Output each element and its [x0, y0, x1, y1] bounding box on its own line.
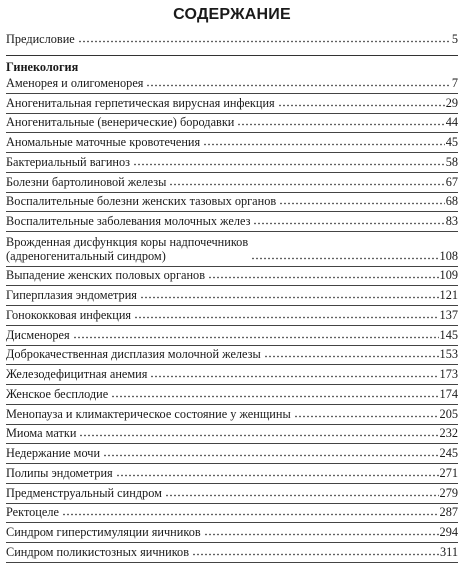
leader-dots: [116, 474, 439, 477]
leader-dots: [103, 454, 438, 457]
leader-dots: [73, 336, 439, 339]
leader-dots: [150, 375, 438, 378]
toc-entry[interactable]: [6, 328, 458, 345]
toc-entry-label: Болезни бартолиновой железы: [6, 174, 167, 189]
toc-entry-label: Железодефицитная анемия: [6, 367, 148, 382]
leader-dots: [237, 123, 444, 126]
toc-entry-label: Менопауза и климактерическое состояние у женщины: [6, 406, 291, 421]
leader-dots: [111, 395, 438, 398]
toc-entry-label: Аменорея и олигоменорея: [6, 75, 144, 90]
leader-dots: [203, 143, 445, 146]
toc-row: [6, 346, 458, 366]
toc-entry-page: 45: [445, 135, 458, 149]
leader-dots: [165, 494, 439, 497]
toc-entry[interactable]: [6, 214, 458, 231]
toc-entry-page: 108: [439, 248, 458, 263]
toc-entry[interactable]: [6, 96, 458, 113]
toc-entry-page: 5: [451, 32, 458, 46]
toc-entry-label: Недержание мочи: [6, 446, 101, 461]
toc-entry[interactable]: [6, 545, 458, 562]
toc-entry[interactable]: [6, 155, 458, 172]
toc-entry-page: 153: [439, 347, 458, 362]
toc-entry-label: Воспалительные болезни женских тазовых органов: [6, 194, 277, 209]
toc-entry-page: 29: [445, 95, 458, 110]
toc-entry-label: Ректоцеле: [6, 505, 59, 520]
toc-entry-page: 245: [439, 446, 458, 461]
toc-entry-page: 58: [445, 154, 458, 169]
toc-entry[interactable]: [6, 525, 458, 542]
toc-entry[interactable]: [6, 235, 458, 266]
leader-dots: [204, 533, 439, 536]
toc-entry[interactable]: [6, 268, 458, 285]
toc-entry-label-line: (адреногенитальный синдром): [6, 248, 166, 263]
toc-row: [6, 464, 458, 484]
toc-row: [6, 133, 458, 153]
toc-row: [6, 267, 458, 287]
toc-entry-label: Синдром гиперстимуляции яичников: [6, 525, 201, 540]
toc-entry-preface[interactable]: [6, 32, 458, 46]
leader-dots: [78, 40, 451, 43]
toc-entry-label: Миома матки: [6, 426, 77, 441]
toc-entry[interactable]: [6, 135, 458, 152]
toc-entry-label: Воспалительные заболевания молочных желез: [6, 214, 251, 228]
toc-row: [6, 232, 458, 267]
toc-row: [6, 326, 458, 346]
toc-row: [6, 444, 458, 464]
toc-entry-label: Дисменорея: [6, 327, 70, 342]
leader-dots: [192, 553, 439, 556]
toc-entry[interactable]: [6, 76, 458, 93]
toc-row: [6, 484, 458, 504]
leader-dots: [140, 296, 439, 299]
toc-row: [6, 543, 458, 563]
toc-entry-label: Аногенитальные (венерические) бородавки: [6, 115, 235, 130]
section-divider: [6, 55, 458, 56]
toc-entry-label: Гиперплазия эндометрия: [6, 288, 137, 303]
leader-dots: [79, 434, 438, 437]
toc-row: [6, 173, 458, 193]
toc-entry-page: 137: [439, 307, 458, 322]
toc-entry-page: 174: [439, 386, 458, 401]
toc-entry-label: Полипы эндометрия: [6, 465, 113, 480]
leader-dots: [62, 513, 439, 516]
toc-row: [6, 425, 458, 445]
toc-row: [6, 212, 458, 232]
toc-entry-label-line: Врожденная дисфункция коры надпочечников: [6, 234, 249, 249]
toc-entry[interactable]: [6, 308, 458, 325]
toc-entry-page: 109: [439, 268, 458, 283]
leader-dots: [208, 276, 439, 279]
toc-entry-label: Аномальные маточные кровотечения: [6, 135, 201, 149]
toc-entry[interactable]: [6, 486, 458, 503]
toc-row: [6, 193, 458, 213]
toc-entry-page: 173: [439, 367, 458, 382]
toc-row: [6, 405, 458, 425]
toc-entry[interactable]: [6, 194, 458, 211]
toc-entry-page: 68: [445, 194, 458, 209]
toc-entry-page: 121: [439, 288, 458, 303]
toc-row: [6, 286, 458, 306]
toc-entry[interactable]: [6, 407, 458, 424]
toc-entry-page: 294: [439, 525, 458, 540]
section-heading: Гинекология: [6, 60, 79, 74]
toc-entry-label: Синдром поликистозных яичников: [6, 544, 190, 559]
toc-row: [6, 94, 458, 114]
toc-entry-page: 271: [439, 465, 458, 480]
leader-dots: [278, 104, 445, 107]
leader-dots: [264, 355, 439, 358]
toc-entry-label: Бактериальный вагиноз: [6, 154, 131, 169]
toc-entry-page: 145: [439, 327, 458, 342]
toc-entry[interactable]: [6, 347, 458, 364]
leader-dots: [134, 316, 438, 319]
toc-list: [6, 74, 458, 563]
toc-entry-page: 83: [445, 214, 458, 228]
toc-entry[interactable]: [6, 115, 458, 132]
toc-entry-label: Женское бесплодие: [6, 386, 109, 401]
toc-entry[interactable]: [6, 446, 458, 463]
toc-entry-page: 44: [445, 115, 458, 130]
leader-dots: [146, 84, 450, 87]
toc-entry-page: 279: [439, 485, 458, 500]
toc-entry-label: Предисловие: [6, 32, 75, 46]
toc-row: [6, 114, 458, 134]
toc-entry-page: 232: [439, 426, 458, 441]
toc-row: [6, 365, 458, 385]
toc-entry-label: Гонококковая инфекция: [6, 307, 132, 322]
toc-entry-page: 311: [440, 544, 458, 559]
leader-dots: [294, 415, 439, 418]
toc-row: [6, 504, 458, 524]
toc-entry[interactable]: [6, 288, 458, 305]
toc-entry-label: Доброкачественная дисплазия молочной железы: [6, 347, 261, 362]
page-title: СОДЕРЖАНИЕ: [173, 6, 291, 23]
toc-row: [6, 74, 458, 94]
toc-entry-page: 205: [439, 406, 458, 421]
leader-dots: [133, 163, 445, 166]
leader-dots: [253, 222, 444, 225]
toc-entry[interactable]: [6, 367, 458, 384]
toc-entry-label: [6, 235, 248, 263]
leader-dots: [169, 183, 444, 186]
toc-entry[interactable]: [6, 387, 458, 404]
toc-row: [6, 385, 458, 405]
toc-row: [6, 523, 458, 543]
toc-entry[interactable]: [6, 175, 458, 192]
toc-entry-page: 287: [439, 505, 458, 520]
toc-entry-label: Предменструальный синдром: [6, 485, 162, 500]
leader-dots: [279, 202, 445, 205]
toc-entry-label: Аногенитальная герпетическая вирусная инфекция: [6, 95, 275, 110]
leader-dots: [251, 257, 438, 260]
toc-entry[interactable]: [6, 505, 458, 522]
toc-row: [6, 306, 458, 326]
toc-entry[interactable]: [6, 426, 458, 443]
toc-row: [6, 153, 458, 173]
toc-entry-page: 7: [451, 75, 458, 90]
toc-entry-label: Выпадение женских половых органов: [6, 268, 205, 283]
toc-entry[interactable]: [6, 466, 458, 483]
toc-entry-page: 67: [445, 174, 458, 189]
